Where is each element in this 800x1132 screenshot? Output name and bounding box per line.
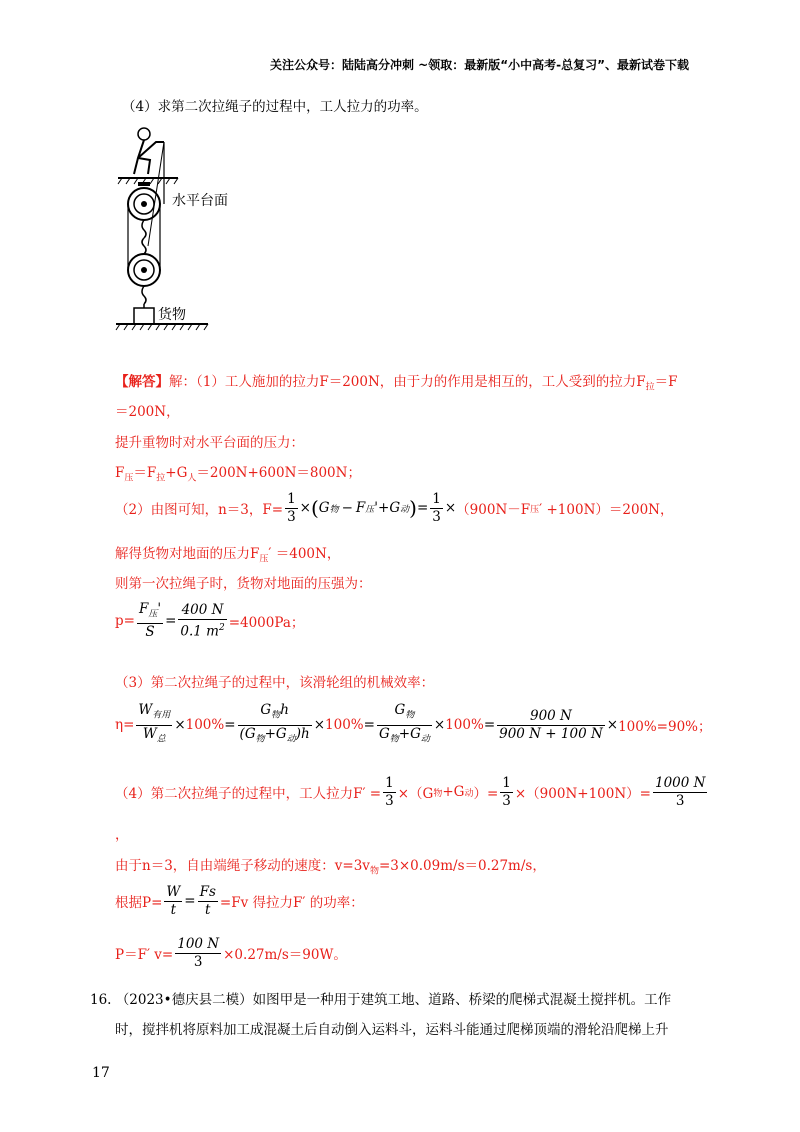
t: W [142,725,157,742]
t: ×（900N+100N）= [514,786,651,802]
worker-head [138,128,150,140]
frac-num: 1 [432,490,441,507]
subscript: 有用 [152,710,171,721]
t: （2）由图可知，n＝3，F= [115,502,284,518]
subscript: 物 [433,788,443,799]
frac-num: W [166,883,181,900]
frac-den: 3 [675,792,685,809]
frac-den: 3 [385,792,394,809]
t: ＝F [133,465,157,481]
t: 100%=90%； [618,719,712,735]
t: η= [115,717,135,733]
t: F [355,500,366,516]
t: +G [264,725,287,742]
t: P＝F′ v= [115,947,174,963]
answer-line-6 [115,542,340,565]
t: (G [239,725,256,742]
answer-line-7: 则第一次拉绳子时，货物对地面的压强为： [115,576,372,592]
subscript: 物 [369,866,379,877]
answer-tag: 【解答】 [115,374,169,390]
t: W [138,701,153,718]
subscript: 压 [365,504,375,515]
subscript: 物 [271,710,281,721]
t: ）= [473,786,499,802]
t: × [174,717,186,733]
answer-line-2: ＝200N， [115,404,180,420]
fraction [178,602,226,641]
answer-line-10 [115,700,712,750]
label-cargo: 货物 [158,307,186,323]
t: = [165,613,177,629]
t: p= [115,613,135,629]
t: =4000Pa； [228,615,305,631]
t: ×0.27m/s＝90W。 [223,947,347,963]
frac-den: 900 N + 100 N [499,725,603,742]
t: G [389,500,401,516]
t: − [341,500,353,516]
pulley-diagram-svg [108,118,328,343]
subscript: 物 [255,734,265,745]
t: 解得货物对地面的压力F [115,546,260,562]
fraction [136,702,172,748]
page-header: 关注公众号：陆陆高分冲刺 ~领取：最新版“小中高考-总复习”、最新试卷下载 [270,58,689,72]
fraction [175,936,221,971]
fraction [497,708,605,743]
subscript: 压 [530,504,540,515]
subscript: 人 [187,473,197,484]
subscript: 物 [389,734,399,745]
t: ′ +100N）＝200N， [539,502,674,518]
answer-line-13 [115,854,546,877]
frac-den: 3 [287,508,296,525]
t: = [224,717,236,733]
t: × [606,717,619,733]
t: ' [374,500,379,516]
answer-line-4 [115,461,361,484]
t: 0.1 m [180,623,219,640]
subscript: 物 [329,504,339,515]
t: ＝200N+600N＝800N； [196,465,361,481]
frac-den: S [145,624,155,641]
frac-num: 1 [287,490,296,507]
frac-den: t [205,901,211,918]
subscript: 压 [148,609,158,620]
fraction [500,775,513,810]
answer-line-8 [115,598,304,644]
subscript: 动 [286,734,296,745]
answer-line-1 [115,370,678,393]
answer-line-12: ， [115,827,129,843]
t: =3×0.09m/s＝0.27m/s， [378,858,546,874]
frac-den: 3 [193,953,203,970]
t: 100% [185,717,225,733]
t: = [483,717,496,733]
frac-den: 3 [502,792,511,809]
t: （4）第二次拉绳子的过程中，工人拉力F′ = [115,786,382,802]
answer-line-11 [115,770,709,814]
fraction [383,775,396,810]
t: = [363,717,375,733]
t: +G [442,784,465,800]
t: h [280,701,289,718]
answer-line-14 [115,880,364,922]
t: × [313,717,326,733]
frac-den: t [170,901,177,918]
t: ' [157,600,162,617]
t: = [416,500,429,516]
subscript: 压 [259,554,269,565]
t: F [115,465,125,481]
answer-line-3: 提升重物时对水平台面的压力： [115,435,304,451]
t: ( [310,496,319,520]
t: × [433,717,446,733]
t: 由于n＝3，自由端绳子移动的速度：v=3v [115,858,370,874]
fraction [238,702,312,748]
t: G [378,725,390,742]
frac-num: 400 N [178,602,226,620]
answer-text: ＝F [654,374,678,390]
fraction [285,491,298,526]
t: ) [409,496,417,520]
cargo-box [134,308,154,324]
subscript: 动 [400,504,410,515]
t: G [260,701,272,718]
subscript: 动 [464,788,474,799]
subscript: 物 [405,710,415,721]
t: × [444,500,457,516]
t: ′ ＝400N， [268,546,341,562]
subscript: 拉 [645,382,655,393]
subscript: 压 [124,473,134,484]
t: )h [295,725,310,742]
question-4: （4）求第二次拉绳子的过程中，工人拉力的功率。 [122,99,428,115]
subscript: 动 [420,734,430,745]
answer-line-15 [115,932,347,974]
fraction [377,702,432,748]
fraction [430,491,443,526]
t: G [318,500,330,516]
answer-line-5 [115,488,673,528]
fraction [198,884,218,919]
frac-num: Fs [199,883,216,900]
t: 根据P= [115,895,163,911]
hook-lower [142,286,146,304]
frac-num: 1 [385,774,394,791]
frac-num: 1000 N [654,774,706,791]
frac-num: 900 N [497,708,605,726]
fraction [164,884,182,919]
fraction [137,601,163,642]
t: +G [165,465,188,481]
t: F [138,600,149,617]
t: = [184,893,196,909]
t: × [299,500,311,516]
question-16-line-1: 16. （2023•德庆县二模）如图甲是一种用于建筑工地、道路、桥梁的爬梯式混凝土搅拌机。工作 [90,992,672,1008]
superscript: 2 [218,622,225,633]
t: =Fv 得拉力F′ 的功率： [219,895,364,911]
answer-line-9: （3）第二次拉绳子的过程中，该滑轮组的机械效率： [115,675,435,691]
question-16-line-2: 时，搅拌机将原料加工成混凝土后自动倒入运料斗，运料斗能通过爬梯顶端的滑轮沿爬梯上升 [115,1022,669,1038]
frac-num: 100 N [177,935,220,952]
frac-num: 1 [502,774,511,791]
t: （900N－F [456,502,531,518]
t: G [394,701,406,718]
t: 100% [445,717,484,733]
subscript: 拉 [156,473,166,484]
page-number: 17 [92,1065,110,1081]
t: +G [398,725,421,742]
t: 100% [325,717,364,733]
frac-den: 3 [432,508,441,525]
t: + [378,500,390,516]
label-platform: 水平台面 [172,193,228,209]
pulley-figure [108,118,328,343]
t: ×（G [397,786,434,802]
subscript: 总 [156,734,166,745]
answer-text: 解：（1）工人施加的拉力F＝200N，由于力的作用是相互的，工人受到的拉力F [169,374,646,390]
fraction [653,775,707,810]
hook-upper [142,220,146,238]
